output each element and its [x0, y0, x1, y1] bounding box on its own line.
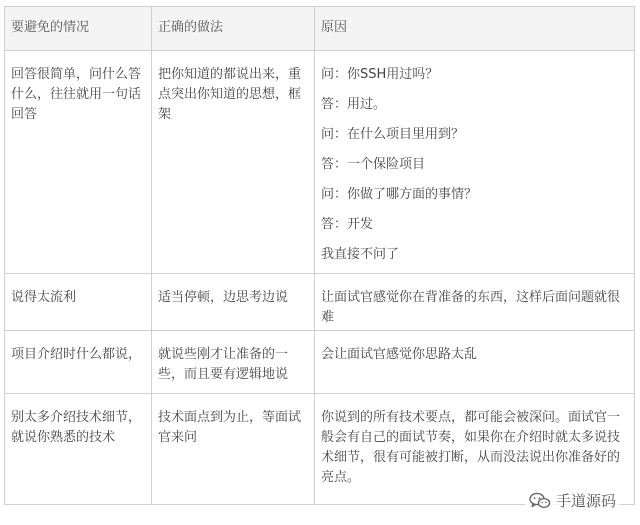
reason-text: 你说到的所有技术要点，都可能会被深问。面试官一般会有自己的面试节奏，如果你在介绍时就太多说技术细节，很有可能被打断，从而没法说出你准备好的亮点。 [321, 410, 621, 485]
reason-cell [315, 274, 635, 331]
wechat-icon [529, 492, 551, 510]
reason-text: 会让面试官感觉你思路太乱 [321, 347, 478, 362]
watermark-text: 手道源码 [555, 492, 616, 510]
table-header-row [5, 7, 635, 51]
situation-text: 说得太流利 [11, 290, 77, 305]
table-row [5, 331, 635, 394]
table-row [5, 274, 635, 331]
dialogue-line: 问：你SSH用过吗？ [321, 67, 439, 82]
dialogue-line: 问：在什么项目里用到？ [321, 127, 465, 142]
practice-text: 就说些刚才让准备的一些，而且要有逻辑地说 [158, 347, 289, 382]
situation-cell [5, 274, 152, 331]
reason-dialogue [315, 51, 634, 265]
header-situation: 要避免的情况 [5, 7, 152, 51]
watermark [525, 488, 620, 513]
dialogue-line: 我直接不问了 [321, 247, 400, 262]
situation-text: 回答很简单，问什么答什么，往往就用一句话回答 [11, 67, 142, 122]
table-row [5, 51, 635, 274]
dialogue-line: 答：一个保险项目 [321, 157, 426, 172]
practice-cell [152, 394, 315, 505]
situation-cell [5, 51, 152, 274]
reason-text: 让面试官感觉你在背准备的东西，这样后面问题就很难 [321, 290, 621, 325]
practice-cell [152, 331, 315, 394]
practice-text: 把你知道的都说出来，重点突出你知道的思想，框架 [158, 67, 302, 122]
practice-cell [152, 51, 315, 274]
advice-table [4, 6, 635, 505]
practice-text: 技术面点到为止，等面试官来问 [158, 410, 302, 445]
dialogue-line: 问：你做了哪方面的事情？ [321, 187, 478, 202]
practice-text: 适当停顿，边思考边说 [158, 290, 289, 305]
situation-cell [5, 331, 152, 394]
situation-text: 项目介绍时什么都说， [11, 347, 142, 362]
dialogue-line: 答：用过。 [321, 97, 387, 112]
situation-cell [5, 394, 152, 505]
reason-cell [315, 331, 635, 394]
reason-cell [315, 51, 635, 274]
dialogue-line: 答：开发 [321, 217, 374, 232]
situation-text: 别太多介绍技术细节，就说你熟悉的技术 [11, 410, 142, 445]
header-reason: 原因 [315, 7, 635, 51]
practice-cell [152, 274, 315, 331]
header-practice: 正确的做法 [152, 7, 315, 51]
